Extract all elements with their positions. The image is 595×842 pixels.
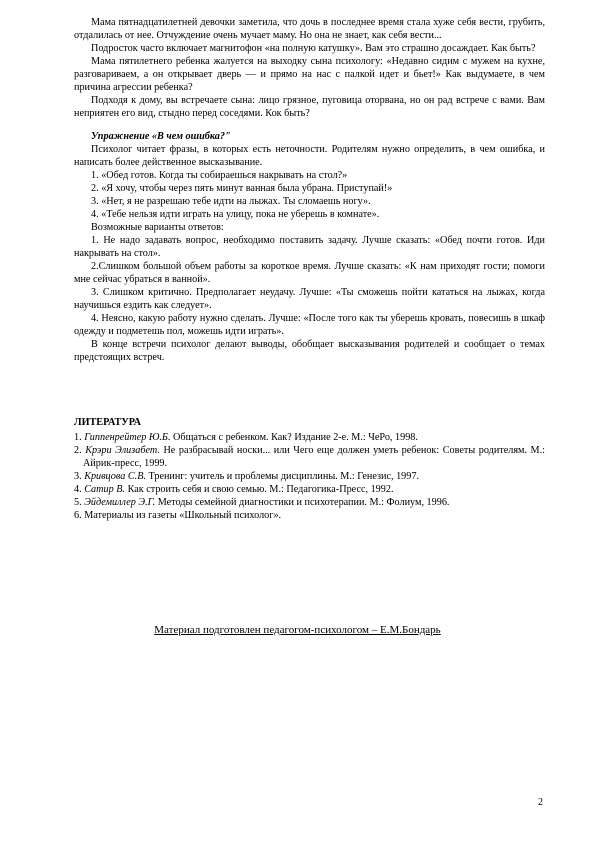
reference-author: Эйдемиллер Э.Г. [84,497,156,508]
exercise-conclusion: В конце встречи психолог делают выводы, обобщает высказывания родителей и сообщает о темах предстоящих встреч. [74,339,545,363]
reference-number: 1. [74,432,82,443]
reference-item [74,470,545,483]
reference-text: Тренинг: учитель и проблемы дисциплины. М.: Генезис, 1997. [148,471,419,482]
exercise-phrase: 3. «Нет, я не разрешаю тебе идти на лыжах. Ты сломаешь ногу». [91,196,371,207]
exercise-answer: 4. Неясно, какую работу нужно сделать. Лучше: «После того как ты уберешь кровать, повесишь в шкаф одежду и подметешь пол, можешь идти играть». [74,313,545,337]
intro-paragraph-1: Мама пятнадцатилетней девочки заметила, что дочь в последнее время стала хуже себя вести, грубить, отдалилась от нее. Отчуждение очень мучает маму. Но она не знает, как себя вести... [74,17,545,41]
exercise-answer: 3. Слишком критично. Предполагает неудачу. Лучше: «Ты сможешь пойти кататься на лыжах, когда научишься ездить как следует». [74,287,545,311]
reference-item [74,496,545,509]
reference-number: 5. [74,497,82,508]
reference-number: 6. [74,510,82,521]
author-credit [0,624,595,636]
reference-number: 4. [74,484,82,495]
reference-text: Как строить себя и свою семью. М.: Педагогика-Пресс, 1992. [127,484,394,495]
page-number: 2 [538,797,543,808]
exercise-phrase: 1. «Обед готов. Когда ты собираешься накрывать на стол?» [91,170,348,181]
reference-author: Гиппенрейтер Ю.Б. [84,432,171,443]
reference-number: 2. [74,445,82,456]
reference-author: Крэри Элизабет. [85,445,160,456]
exercise-answer: 2.Слишком большой объем работы за короткое время. Лучше сказать: «К нам приходят гости; помоги мне сейчас убраться в ванной». [74,261,545,285]
reference-text: Методы семейной диагностики и психотерапии. М.: Фолиум, 1996. [157,497,450,508]
intro-paragraph-2: Подросток часто включает магнитофон «на полную катушку». Вам это страшно досаждает. Как быть? [91,43,536,54]
reference-item [74,431,545,444]
reference-text: Материалы из газеты «Школьный психолог». [84,510,282,521]
exercise-phrase: 2. «Я хочу, чтобы через пять минут ванная была убрана. Приступай!» [91,183,393,194]
reference-number: 3. [74,471,82,482]
references-title: ЛИТЕРАТУРА [74,417,142,428]
exercise-heading: Упражнение «В чем ошибка?" [91,131,231,142]
intro-paragraph-4: Подходя к дому, вы встречаете сына: лицо грязное, пуговица оторвана, но он рад встрече с вами. Вам неприятен его вид, стыдно перед соседями. Кок быть? [74,95,545,119]
author-credit-text: Материал подготовлен педагогом-психологом – Е.М.Бондарь [154,624,441,636]
exercise-answer: 1. Не надо задавать вопрос, необходимо поставить задачу. Лучше сказать: «Обед почти готов. Иди накрывать на стол». [74,235,545,259]
answers-heading: Возможные варианты ответов: [91,222,224,233]
reference-item [74,444,545,470]
exercise-phrase: 4. «Тебе нельзя идти играть на улицу, пока не уберешь в комнате». [91,209,380,220]
reference-author: Сатир В. [84,484,126,495]
reference-item [74,509,545,522]
references-section [74,416,545,522]
page-content [74,16,545,522]
reference-item [74,483,545,496]
exercise-description: Психолог читает фразы, в которых есть неточности. Родителям нужно определить, в чем ошибка, и написать более действенное высказывание. [74,144,545,168]
intro-paragraph-3: Мама пятилетнего ребенка жалуется на выходку сына психологу: «Недавно сидим с мужем на кухне, разговариваем, а он открывает дверь — и прямо на нас с палкой идет и бьет!» Как выдумаете, в чем причина агрессии ребенка? [74,56,545,93]
reference-text: Общаться с ребенком. Как? Издание 2-е. М.: ЧеРо, 1998. [173,432,418,443]
reference-author: Кривцова С.В. [84,471,146,482]
reference-text: Не разбрасывай носки... или Чего еще должен уметь ребенок: Советы родителям. М.: Айрик-пресс, 1999. [83,445,545,469]
